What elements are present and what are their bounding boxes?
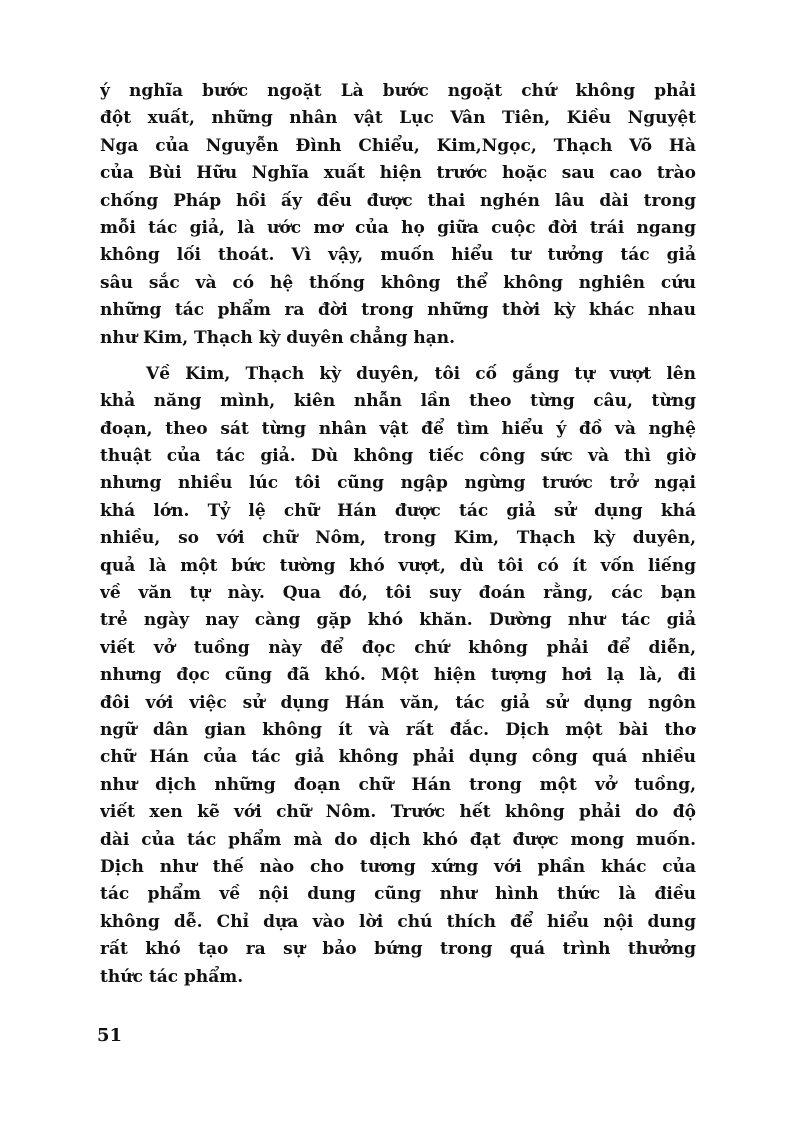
text-line: dài của tác phẩm mà do dịch khó đạt được mong muốn. bbox=[100, 829, 696, 850]
text-line: không dễ. Chỉ dựa vào lời chú thích để hiểu nội dung bbox=[100, 911, 696, 932]
text-line: trẻ ngày nay càng gặp khó khăn. Dường như tác giả bbox=[100, 610, 696, 631]
text-line: đoạn, theo sát từng nhân vật để tìm hiểu ý đồ và nghệ bbox=[100, 418, 696, 439]
text-line: đôi với việc sử dụng Hán văn, tác giả sử dụng ngôn bbox=[100, 692, 696, 713]
text-line: khá lớn. Tỷ lệ chữ Hán được tác giả sử dụng khá bbox=[100, 500, 696, 521]
text-line: thuật của tác giả. Dù không tiếc công sức và thì giờ bbox=[100, 446, 696, 467]
text-line: đột xuất, những nhân vật Lục Vân Tiên, Kiều Nguyệt bbox=[100, 108, 696, 129]
text-line: như dịch những đoạn chữ Hán trong một vở tuồng, bbox=[100, 774, 696, 795]
text-line: ngữ dân gian không ít và rất đắc. Dịch một bài thơ bbox=[100, 719, 696, 740]
text-line: không lối thoát. Vì vậy, muốn hiểu tư tưởng tác giả bbox=[100, 245, 696, 266]
text-line: Nga của Nguyễn Đình Chiểu, Kim,Ngọc, Thạch Võ Hà bbox=[100, 135, 696, 156]
text-line: khả năng mình, kiên nhẫn lần theo từng câu, từng bbox=[100, 391, 696, 412]
text-line: nhiều, so với chữ Nôm, trong Kim, Thạch kỳ duyên, bbox=[100, 528, 696, 549]
text-line: tác phẩm về nội dung cũng như hình thức là điều bbox=[100, 884, 696, 905]
text-line: những tác phẩm ra đời trong những thời kỳ khác nhau bbox=[100, 300, 696, 321]
text-line: chữ Hán của tác giả không phải dụng công quá nhiều bbox=[100, 747, 696, 768]
page-number: 51 bbox=[97, 1025, 123, 1046]
text-line: như Kim, Thạch kỳ duyên chẳng hạn. bbox=[100, 327, 456, 348]
text-line: Về Kim, Thạch kỳ duyên, tôi cố gắng tự vượt lên bbox=[146, 363, 696, 384]
paragraph-2 bbox=[100, 361, 696, 991]
text-line: nhưng đọc cũng đã khó. Một hiện tượng hơi lạ là, đi bbox=[100, 665, 696, 686]
text-line: quả là một bức tường khó vượt, dù tôi có ít vốn liếng bbox=[100, 555, 696, 576]
text-line: Dịch như thế nào cho tương xứng với phần khác của bbox=[100, 856, 696, 877]
text-line: mỗi tác giả, là ước mơ của họ giữa cuộc đời trái ngang bbox=[100, 217, 696, 238]
paragraph-1 bbox=[100, 78, 696, 352]
text-line: sâu sắc và có hệ thống không thể không nghiên cứu bbox=[100, 272, 696, 293]
text-line: thức tác phẩm. bbox=[100, 966, 244, 987]
text-line: chống Pháp hồi ấy đều được thai nghén lâu dài trong bbox=[100, 190, 696, 211]
text-line: của Bùi Hữu Nghĩa xuất hiện trước hoặc sau cao trào bbox=[100, 163, 696, 184]
text-line: về văn tự này. Qua đó, tôi suy đoán rằng, các bạn bbox=[100, 583, 696, 604]
text-line: nhưng nhiều lúc tôi cũng ngập ngừng trước trở ngại bbox=[100, 473, 696, 494]
text-line: ý nghĩa bước ngoặt Là bước ngoặt chứ không phải bbox=[100, 81, 696, 101]
text-line: rất khó tạo ra sự bảo bứng trong quá trình thưởng bbox=[100, 939, 696, 960]
text-line: viết vở tuồng này để đọc chứ không phải để diễn, bbox=[100, 637, 696, 658]
body-text bbox=[100, 78, 696, 991]
text-line: viết xen kẽ với chữ Nôm. Trước hết không phải do độ bbox=[100, 802, 696, 823]
